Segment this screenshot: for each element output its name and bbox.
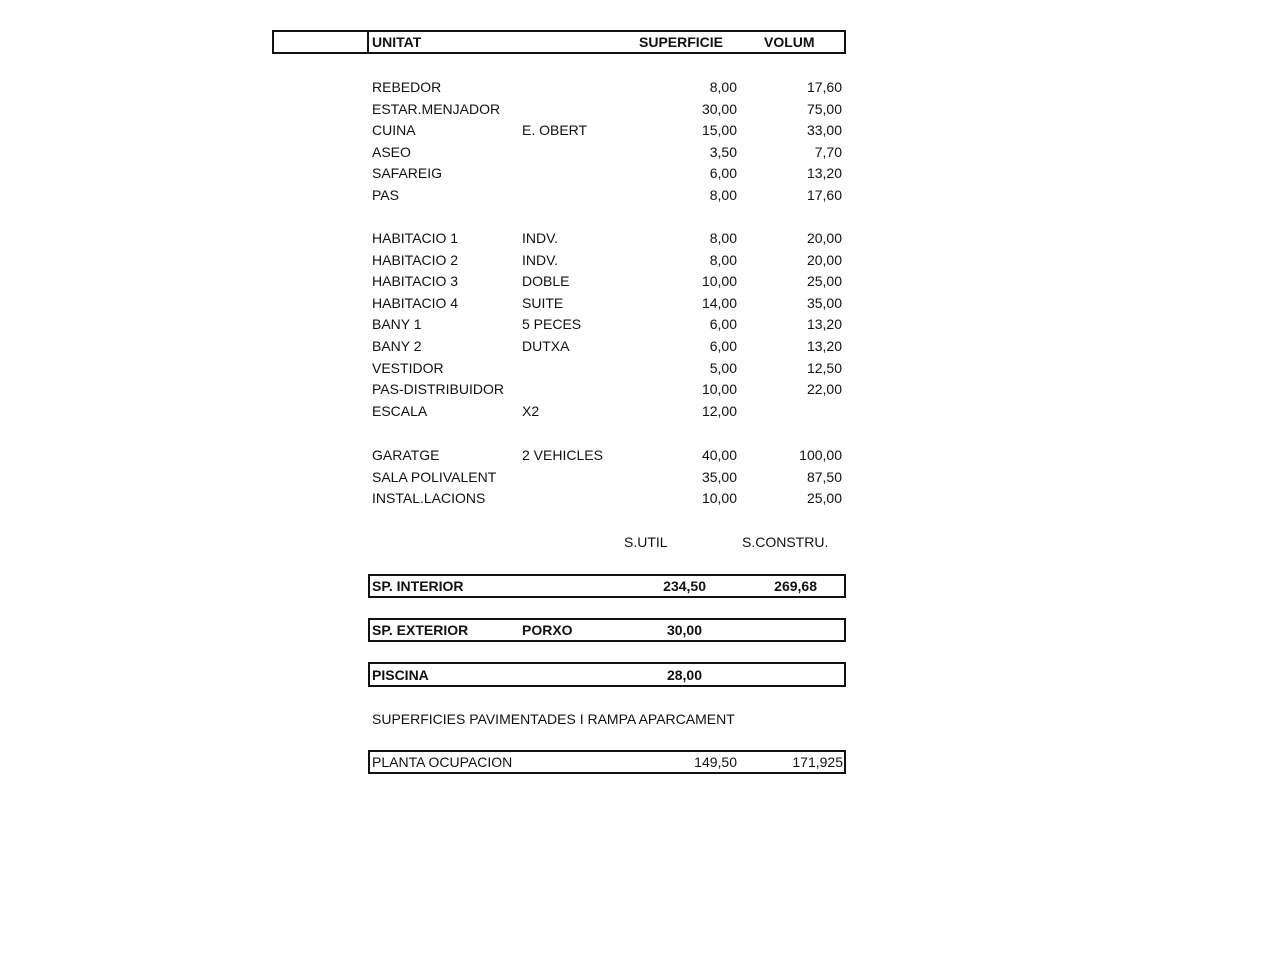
interior-useful-value: 234,50: [663, 578, 706, 594]
useful-surface-header: S.UTIL: [624, 534, 668, 550]
room-surface: 15,00: [701, 122, 737, 138]
room-name: SALA POLIVALENT: [372, 469, 497, 485]
room-surface: 8,00: [709, 252, 737, 268]
paved-surfaces-note: SUPERFICIES PAVIMENTADES I RAMPA APARCAMENT: [372, 711, 735, 727]
room-surface: 3,50: [709, 144, 737, 160]
interior-label: SP. INTERIOR: [372, 578, 464, 594]
room-name: HABITACIO 3: [372, 273, 459, 289]
room-note: 2 VEHICLES: [522, 447, 603, 463]
room-surface: 8,00: [709, 79, 737, 95]
room-name: HABITACIO 1: [372, 230, 459, 246]
room-note: INDV.: [522, 252, 559, 268]
room-surface: 40,00: [701, 447, 737, 463]
room-note: 5 PECES: [522, 316, 582, 332]
room-surface: 5,00: [709, 360, 737, 376]
room-volume: 25,00: [806, 273, 842, 289]
room-surface: 10,00: [701, 490, 737, 506]
room-surface: 10,00: [701, 381, 737, 397]
room-name: ESTAR.MENJADOR: [372, 101, 501, 117]
room-surface: 14,00: [701, 295, 737, 311]
interior-built-value: 269,68: [774, 578, 817, 594]
room-note: E. OBERT: [522, 122, 588, 138]
exterior-note: PORXO: [522, 622, 573, 638]
room-volume: 87,50: [806, 469, 842, 485]
room-note: SUITE: [522, 295, 564, 311]
room-surface: 6,00: [709, 316, 737, 332]
header-unit-label: UNITAT: [372, 34, 422, 50]
footprint-useful-value: 149,50: [694, 754, 737, 770]
room-note: INDV.: [522, 230, 559, 246]
room-name: REBEDOR: [372, 79, 442, 95]
pool-total-row: [368, 662, 846, 687]
room-volume: 100,00: [799, 447, 842, 463]
room-volume: 33,00: [806, 122, 842, 138]
room-surface: 10,00: [701, 273, 737, 289]
room-surface: 35,00: [701, 469, 737, 485]
pool-value: 28,00: [666, 667, 702, 683]
room-volume: 17,60: [806, 187, 842, 203]
room-name: ESCALA: [372, 403, 428, 419]
room-name: BANY 2: [372, 338, 422, 354]
exterior-label: SP. EXTERIOR: [372, 622, 469, 638]
room-surface: 6,00: [709, 165, 737, 181]
room-note: X2: [522, 403, 540, 419]
header-surface-label: SUPERFICIE: [639, 34, 724, 50]
room-volume: 12,50: [806, 360, 842, 376]
room-name: PAS-DISTRIBUIDOR: [372, 381, 504, 397]
room-name: HABITACIO 4: [372, 295, 459, 311]
room-volume: 35,00: [806, 295, 842, 311]
header-divider: [272, 30, 369, 54]
room-name: SAFAREIG: [372, 165, 443, 181]
room-volume: 75,00: [806, 101, 842, 117]
room-name: GARATGE: [372, 447, 440, 463]
room-name: INSTAL.LACIONS: [372, 490, 486, 506]
room-surface: 12,00: [701, 403, 737, 419]
room-name: PAS: [372, 187, 399, 203]
room-surface: 8,00: [709, 187, 737, 203]
room-name: ASEO: [372, 144, 411, 160]
room-name: HABITACIO 2: [372, 252, 459, 268]
room-note: DOBLE: [522, 273, 570, 289]
room-volume: 13,20: [806, 165, 842, 181]
room-volume: 20,00: [806, 252, 842, 268]
room-volume: 20,00: [806, 230, 842, 246]
footprint-label: PLANTA OCUPACION: [372, 754, 513, 770]
room-surface: 6,00: [709, 338, 737, 354]
room-volume: 13,20: [806, 316, 842, 332]
exterior-value: 30,00: [666, 622, 702, 638]
built-surface-header: S.CONSTRU.: [742, 534, 829, 550]
room-name: BANY 1: [372, 316, 422, 332]
room-note: DUTXA: [522, 338, 570, 354]
room-volume: 22,00: [806, 381, 842, 397]
room-name: VESTIDOR: [372, 360, 444, 376]
room-volume: 25,00: [806, 490, 842, 506]
room-volume: 17,60: [806, 79, 842, 95]
room-volume: 13,20: [806, 338, 842, 354]
room-surface: 30,00: [701, 101, 737, 117]
footprint-built-value: 171,925: [792, 754, 843, 770]
pool-label: PISCINA: [372, 667, 429, 683]
header-volume-label: VOLUM: [764, 34, 815, 50]
room-surface: 8,00: [709, 230, 737, 246]
room-name: CUINA: [372, 122, 416, 138]
room-volume: 7,70: [814, 144, 842, 160]
